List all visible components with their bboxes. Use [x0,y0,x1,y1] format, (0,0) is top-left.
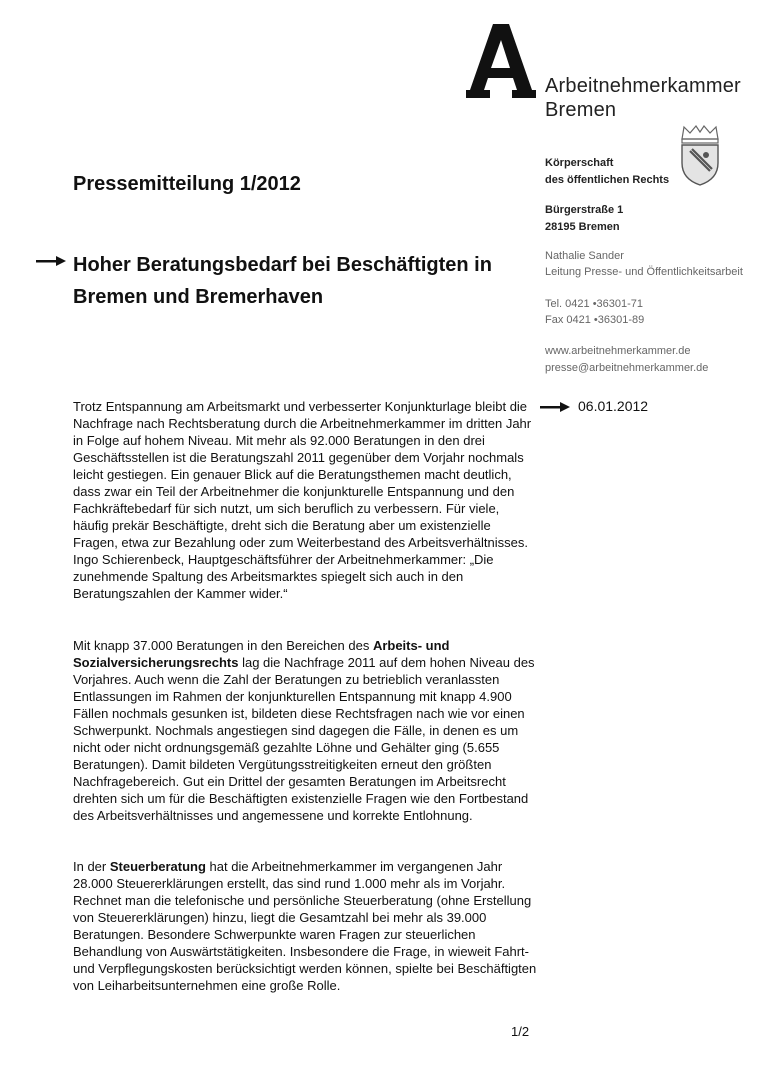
headline [73,249,533,313]
sidebar-contact-name: Nathalie Sander [545,250,624,262]
sidebar-city: 28195 Bremen [545,221,620,233]
sidebar-fax: Fax 0421 •36301-89 [545,314,645,326]
sidebar-contact-role: Leitung Presse- und Öffentlichkeitsarbeit [545,266,743,278]
org-name-line2: Bremen [545,99,617,121]
sidebar-body-line1: Körperschaft [545,157,614,169]
headline-line1: Hoher Beratungsbedarf bei Beschäftigten in [73,254,492,276]
arrow-right-icon [540,402,570,412]
page-title: Pressemitteilung 1/2012 [73,173,301,195]
org-name-line1: Arbeitnehmerkammer [545,75,741,97]
sidebar-street: Bürgerstraße 1 [545,204,624,216]
body-paragraph-1-text: Trotz Entspannung am Arbeitsmarkt und verbesserter Konjunkturlage bleibt die Nachfrage nach Rechtsberatung durch die Arbeitnehmerkammer im dritten Jahr in Folge auf hohem Niveau. Mit mehr als 92.000 Beratungen in den drei Geschäftsstellen ist die Beratungszahl 2011 gegenüber dem Vorjahr nochmals leicht gestiegen. Ein genauer Blick auf die Beratungsthemen macht deutlich, dass zwar ein Teil der Arbeitnehmer die konjunkturelle Entspannung und den Fachkräftebedarf für sich nutzt, um sich beruflich zu verbessern. Für viele, häufig prekär Beschäftigte, dreht sich die Beratung aber um existenzielle Fragen, etwa zur Bezahlung oder zum Weiterbestand des Arbeitsverhältnisses. Ingo Schierenbeck, Hauptgeschäftsführer der Arbeitnehmerkammer: „Die zunehmende Spaltung des Arbeitsmarktes spiegelt sich auch in den Beratungszahlen der Kammer wider.“ [73,399,532,601]
body-paragraph-3-rest: hat die Arbeitnehmerkammer im vergangenen Jahr 28.000 Steuererklärungen erstellt, das sind rund 1.000 mehr als im Vorjahr. Rechnet man die telefonische und persönliche Steuerberatung (ohne Erstellung von Steuererklärungen) hinzu, liegt die Gesamtzahl bei mehr als 39.000 Beratungen. Besondere Schwerpunkte waren Fragen zur steuerlichen Behandlung von Auswärtstätigkeiten. Insbesondere die Frage, in wieweit Fahrt- und Verpflegungskosten berücksichtigt werden können, spielte bei Beschäftigten von Leiharbeitsunternehmen eine große Rolle. [73,859,537,993]
release-date: 06.01.2012 [578,398,649,414]
arrow-right-icon [36,256,66,266]
sidebar-tel: Tel. 0421 •36301-71 [545,298,644,310]
body-paragraph-2-rest: lag die Nachfrage 2011 auf dem hohen Niveau des Vorjahres. Auch wenn die Zahl der Beratungen zu betrieblich veranlassten Entlassungen im Rahmen der konjunkturellen Entspannung mit knapp 4.900 Fällen nochmals gesunken ist, bildeten diese Rechtsfragen nach wie vor einen Schwerpunkt. Nochmals angestiegen sind dagegen die Fälle, in denen es um nicht oder nicht ordnungsgemäß gezahlte Löhne und Gehälter ging (5.655 Beratungen). Damit bildeten Vergütungsstreitigkeiten erneut den größten Nachfragebereich. Gut ein Drittel der gesamten Beratungen im Arbeitsrecht drehten sich um für die Beschäftigten existenzielle Fragen wie den Fortbestand des Arbeitsverhältnisses und angemessene und korrekte Entlohnung. [73,655,535,823]
arbeitnehmerkammer-logo-icon [466,24,536,98]
body-paragraph-1 [73,398,537,602]
body-paragraph-3-emphasis: Steuerberatung [109,859,206,874]
sidebar-web-link[interactable]: www.arbeitnehmerkammer.de [545,345,691,357]
headline-line2: Bremen und Bremerhaven [73,286,324,308]
body-paragraph-2-emphasis: Arbeits- und Sozialversicherungsrechts [73,638,450,670]
coat-of-arms-icon [676,125,724,187]
sidebar-email-link[interactable]: presse@arbeitnehmerkammer.de [545,362,709,374]
page-number: 1/2 [511,1024,530,1039]
body-paragraph-2 [73,637,537,824]
sidebar-body-line2: des öffentlichen Rechts [545,174,670,186]
body-paragraph-3-intro: In der [73,859,110,874]
body-paragraph-2-intro: Mit knapp 37.000 Beratungen in den Bereichen des [73,638,373,653]
org-name [545,74,741,122]
body-paragraph-3 [73,858,537,994]
